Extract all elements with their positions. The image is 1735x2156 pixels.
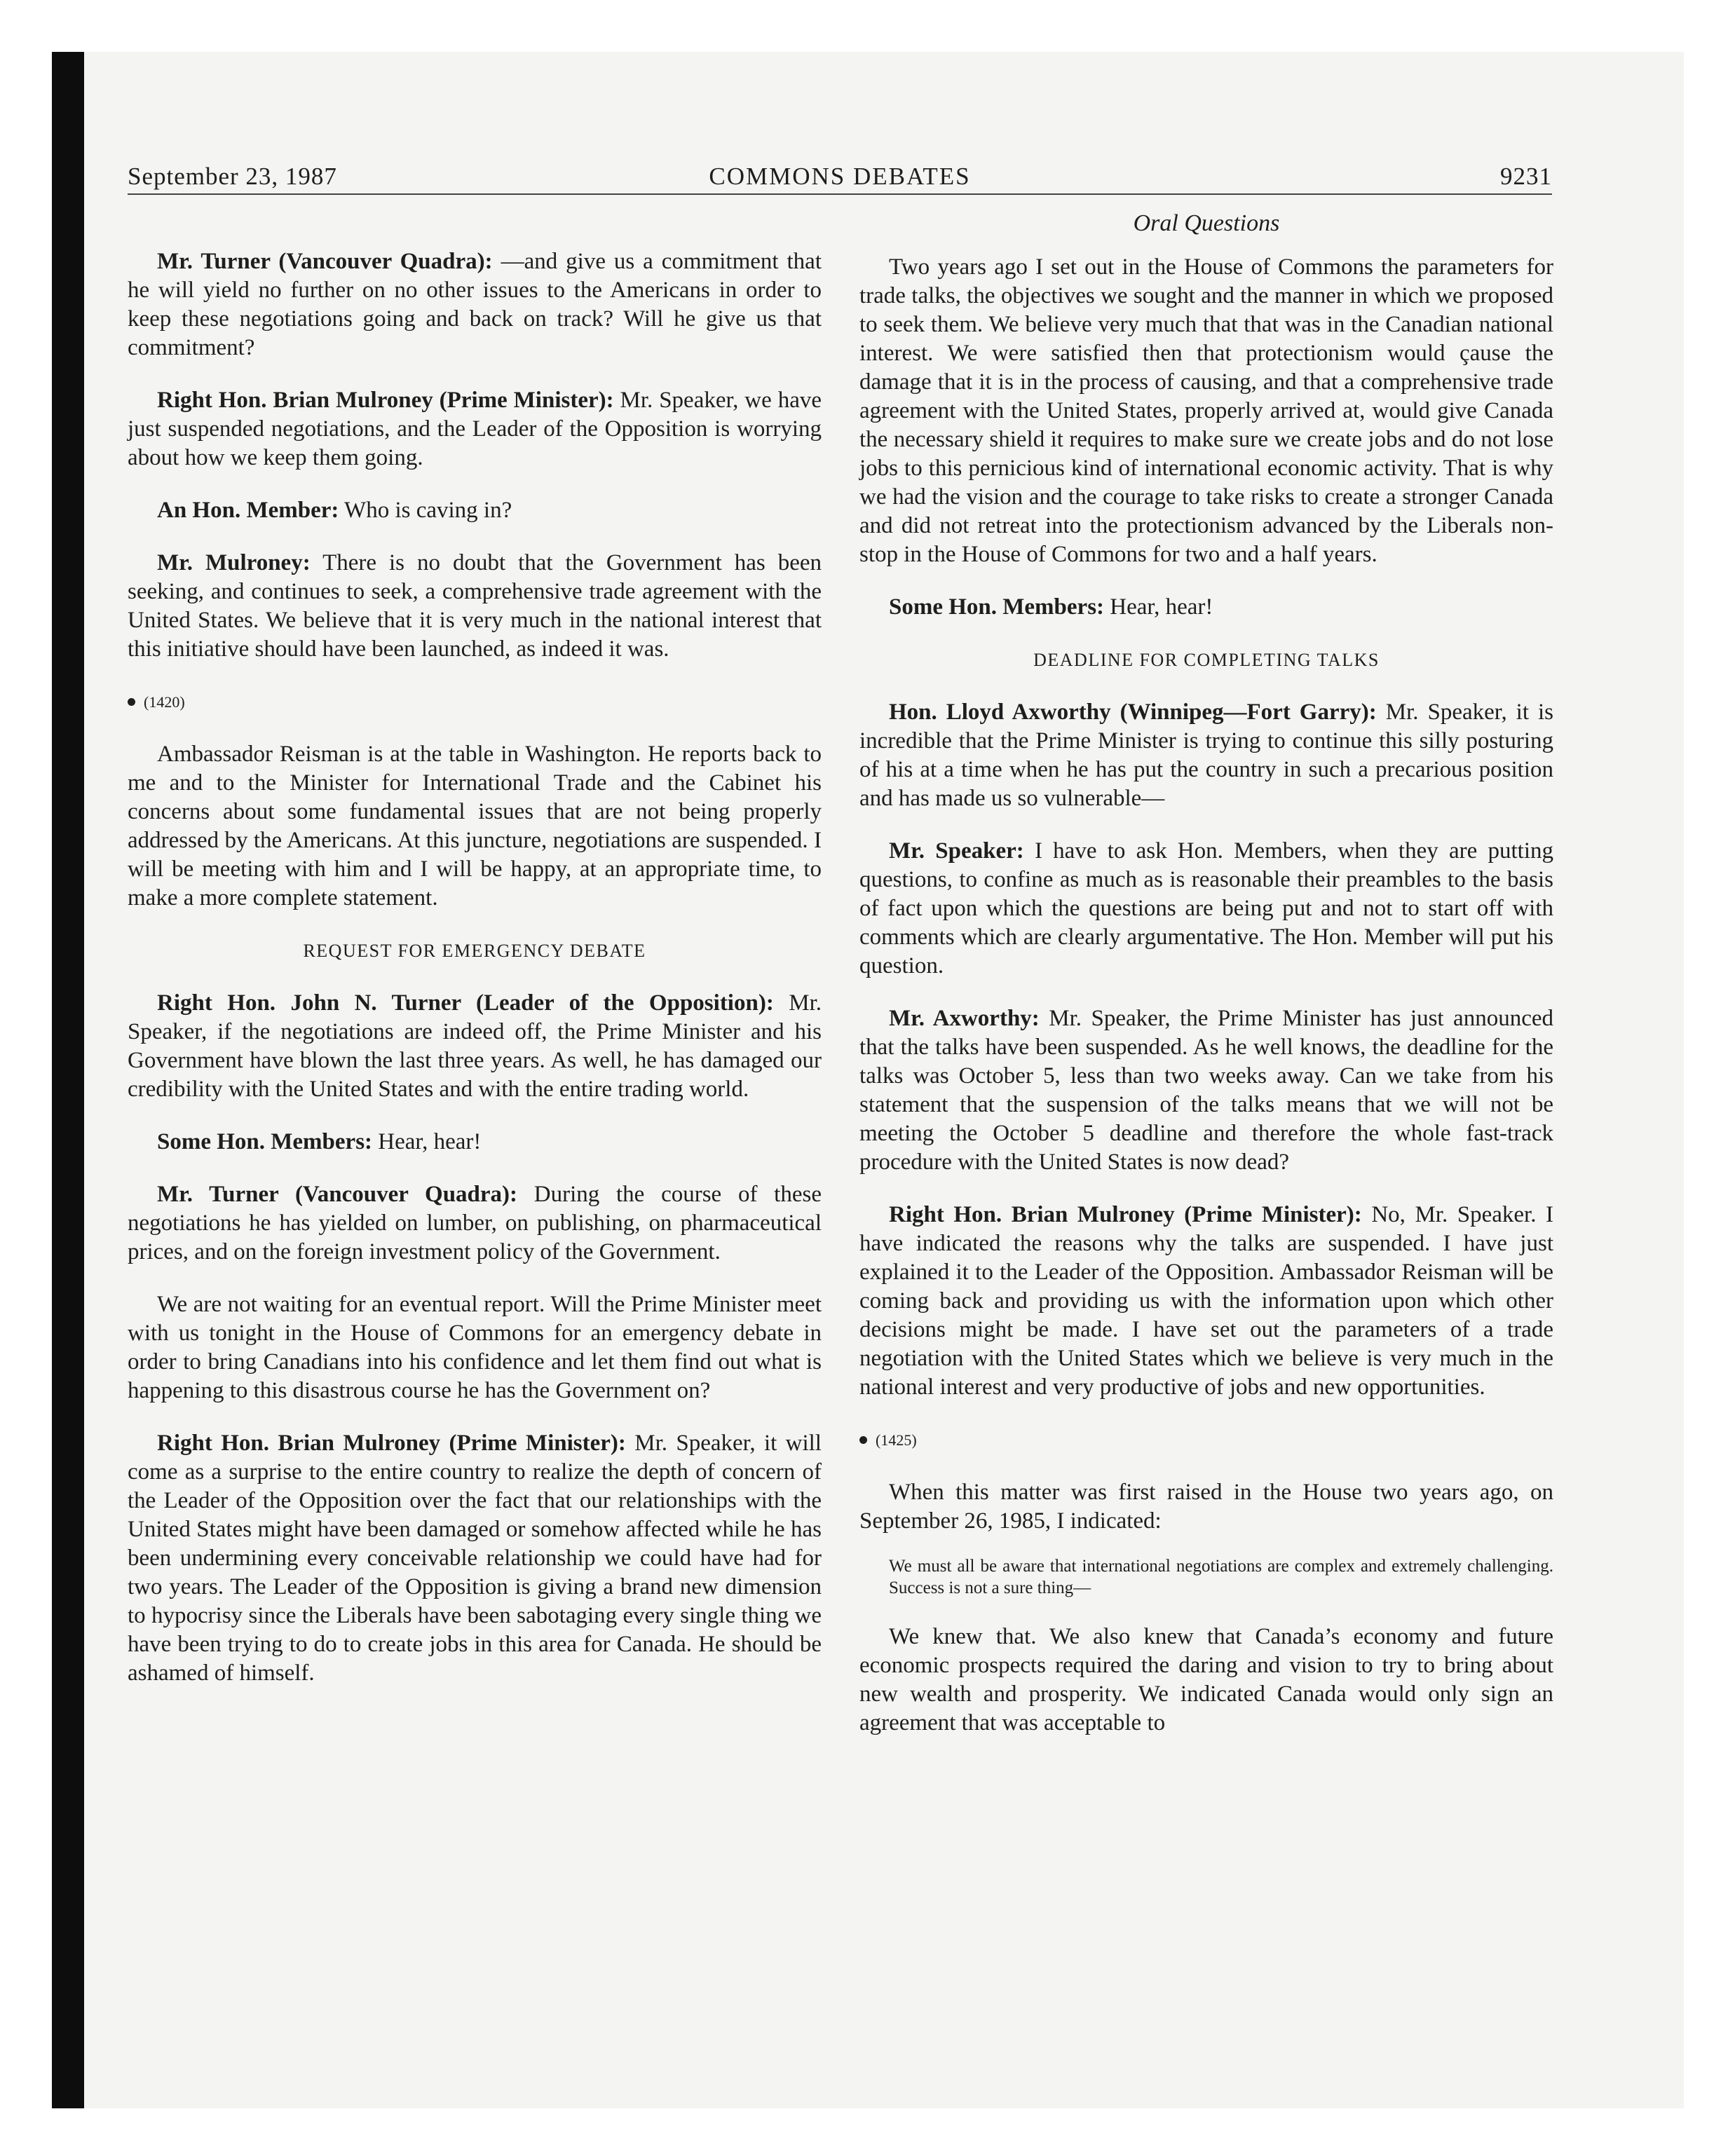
bullet-icon bbox=[859, 1436, 867, 1444]
speech-text: Two years ago I set out in the House of Commons the parameters for trade talks, the objectives we sought and the manner in which we proposed to seek them. We believe very much that that was in the Canadian national interest. We were satisfied then that protectionism would çause the damage that it is in the process of causing, and that a comprehensive trade agreement with the United States, properly arrived at, would give Canada the necessary shield it requires to make sure we create jobs and do not lose jobs to this pernicious kind of international economic activity. That is why we had the vision and the courage to take risks to create a stronger Canada and did not retreat into the protectionism advanced by the Liberals non-stop in the House of Commons for two and a half years. bbox=[859, 254, 1553, 567]
paragraph bbox=[128, 1429, 822, 1688]
speaker-name: Right Hon. Brian Mulroney (Prime Minister): bbox=[157, 1431, 626, 1456]
speaker-name: Mr. Speaker: bbox=[889, 838, 1024, 864]
paragraph bbox=[859, 698, 1553, 813]
right-column bbox=[859, 203, 1553, 1761]
bullet-icon bbox=[128, 698, 135, 706]
speech-text: Mr. Speaker, the Prime Minister has just announced that the talks have been suspended. As he well knows, the deadline for the talks was October 5, less than two weeks away. Can we take from his statement that the suspension of the talks means that we will not be meeting the October 5 deadline and therefore the whole fast-track procedure with the United States is now dead? bbox=[859, 1006, 1553, 1175]
page-header bbox=[128, 158, 1552, 195]
speech-text: Who is caving in? bbox=[339, 498, 512, 523]
paragraph bbox=[859, 593, 1553, 622]
paragraph bbox=[128, 496, 822, 525]
header-date: September 23, 1987 bbox=[128, 163, 337, 190]
speech-text: Mr. Speaker, if the negotiations are indeed off, the Prime Minister and his Government have blown the last three years. As well, he has damaged our credibility with the United States and with the entire trading world. bbox=[128, 990, 822, 1102]
paragraph bbox=[859, 1478, 1553, 1536]
speech-text: During the course of these negotiations he has yielded on lumber, on publishing, on pharmaceutical prices, and on the foreign investment policy of the Government. bbox=[128, 1182, 822, 1264]
block-quote: We must all be aware that international negotiations are complex and extremely challenging. Success is not a sure thing— bbox=[889, 1557, 1553, 1597]
time-marker bbox=[128, 688, 822, 716]
paragraph bbox=[859, 837, 1553, 981]
speech-text: We knew that. We also knew that Canada’s economy and future economic prospects required the daring and vision to try to bring about new wealth and prosperity. We indicated Canada would only sign an agreement that was acceptable to bbox=[859, 1624, 1553, 1735]
paragraph bbox=[128, 740, 822, 913]
speaker-name: An Hon. Member: bbox=[157, 498, 339, 523]
speaker-name: Some Hon. Members: bbox=[889, 594, 1105, 620]
speech-text: Hear, hear! bbox=[1104, 594, 1213, 620]
speech-text: —and give us a commitment that he will yield no further on no other issues to the Americans in order to keep these negotiations going and back on track? Will he give us that commitment? bbox=[128, 249, 822, 360]
paragraph bbox=[859, 1201, 1553, 1402]
paragraph bbox=[128, 386, 822, 472]
speaker-name: Mr. Turner (Vancouver Quadra): bbox=[157, 1182, 518, 1207]
speech-text: No, Mr. Speaker. I have indicated the reasons why the talks are suspended. I have just explained it to the Leader of the Opposition. Ambassador Reisman will be coming back and providing us with the information upon which other decisions might be made. I have set out the parameters of a trade negotiation with the United States which we believe is very much in the national interest and very productive of jobs and new opportunities. bbox=[859, 1202, 1553, 1400]
paragraph bbox=[128, 1180, 822, 1267]
speech-text: Mr. Speaker, we have just suspended negotiations, and the Leader of the Opposition is worrying about how we keep them going. bbox=[128, 388, 822, 470]
paragraph bbox=[128, 1128, 822, 1157]
paragraph bbox=[128, 549, 822, 664]
time-stamp: (1425) bbox=[876, 1431, 917, 1449]
speech-text: Mr. Speaker, it is incredible that the Prime Minister is trying to continue this silly posturing of his at a time when he has put the country in such a precarious position and has made us so vulnerable— bbox=[859, 700, 1553, 811]
speaker-name: Right Hon. John N. Turner (Leader of the Opposition): bbox=[157, 990, 774, 1016]
speaker-name: Mr. Axworthy: bbox=[889, 1006, 1040, 1031]
section-heading: DEADLINE FOR COMPLETING TALKS bbox=[1033, 650, 1380, 670]
left-column bbox=[128, 247, 822, 1712]
scan-edge bbox=[52, 52, 84, 2108]
speaker-name: Right Hon. Brian Mulroney (Prime Minister): bbox=[157, 388, 614, 413]
paragraph bbox=[128, 247, 822, 362]
time-marker bbox=[859, 1426, 1553, 1454]
paragraph bbox=[859, 1623, 1553, 1738]
speaker-name: Hon. Lloyd Axworthy (Winnipeg—Fort Garry): bbox=[889, 700, 1377, 725]
header-page-number: 9231 bbox=[1500, 163, 1552, 190]
speech-text: I have to ask Hon. Members, when they are putting questions, to confine as much as is reasonable their preambles to the basis of fact upon which the questions are being put and not to start off with comments which are clearly argumentative. The Hon. Member will put his question. bbox=[859, 838, 1553, 978]
speech-text: There is no doubt that the Government has been seeking, and continues to seek, a comprehensive trade agreement with the United States. We believe that it is very much in the national interest that this initiative should have been launched, as indeed it was. bbox=[128, 550, 822, 662]
speech-text: Mr. Speaker, it will come as a surprise to the entire country to realize the depth of concern of the Leader of the Opposition over the fact that our relationships with the United States might have been damaged or somehow affected while he has been undermining every conceivable relationship we could have had for two years. The Leader of the Opposition is giving a brand new dimension to hypocrisy since the Liberals have been sabotaging every single thing we have been trying to do to create jobs in this area for Canada. He should be ashamed of himself. bbox=[128, 1431, 822, 1686]
section-heading: REQUEST FOR EMERGENCY DEBATE bbox=[303, 941, 646, 961]
speaker-name: Some Hon. Members: bbox=[157, 1129, 373, 1154]
speaker-name: Mr. Mulroney: bbox=[157, 550, 311, 575]
paragraph bbox=[128, 1290, 822, 1405]
speaker-name: Right Hon. Brian Mulroney (Prime Minister): bbox=[889, 1202, 1362, 1227]
paragraph bbox=[859, 253, 1553, 569]
paragraph bbox=[859, 1004, 1553, 1177]
speech-text: Hear, hear! bbox=[372, 1129, 482, 1154]
paragraph bbox=[128, 989, 822, 1104]
speaker-name: Mr. Turner (Vancouver Quadra): bbox=[157, 249, 493, 274]
speech-text: We are not waiting for an eventual report. Will the Prime Minister meet with us tonight in the House of Commons for an emergency debate in order to bring Canadians into his confidence and let them find out what is happening to this disastrous course he has the Government on? bbox=[128, 1292, 822, 1403]
speech-text: When this matter was first raised in the House two years ago, on September 26, 1985, I indicated: bbox=[859, 1480, 1553, 1534]
header-title: COMMONS DEBATES bbox=[709, 163, 971, 190]
time-stamp: (1420) bbox=[144, 693, 185, 711]
speech-text: Ambassador Reisman is at the table in Washington. He reports back to me and to the Minister for International Trade and the Cabinet his concerns about some fundamental issues that are not being properly addressed by the Americans. At this juncture, negotiations are suspended. I will be meeting with him and I will be happy, at an appropriate time, to make a more complete statement. bbox=[128, 742, 822, 910]
section-title: Oral Questions bbox=[1133, 210, 1280, 236]
